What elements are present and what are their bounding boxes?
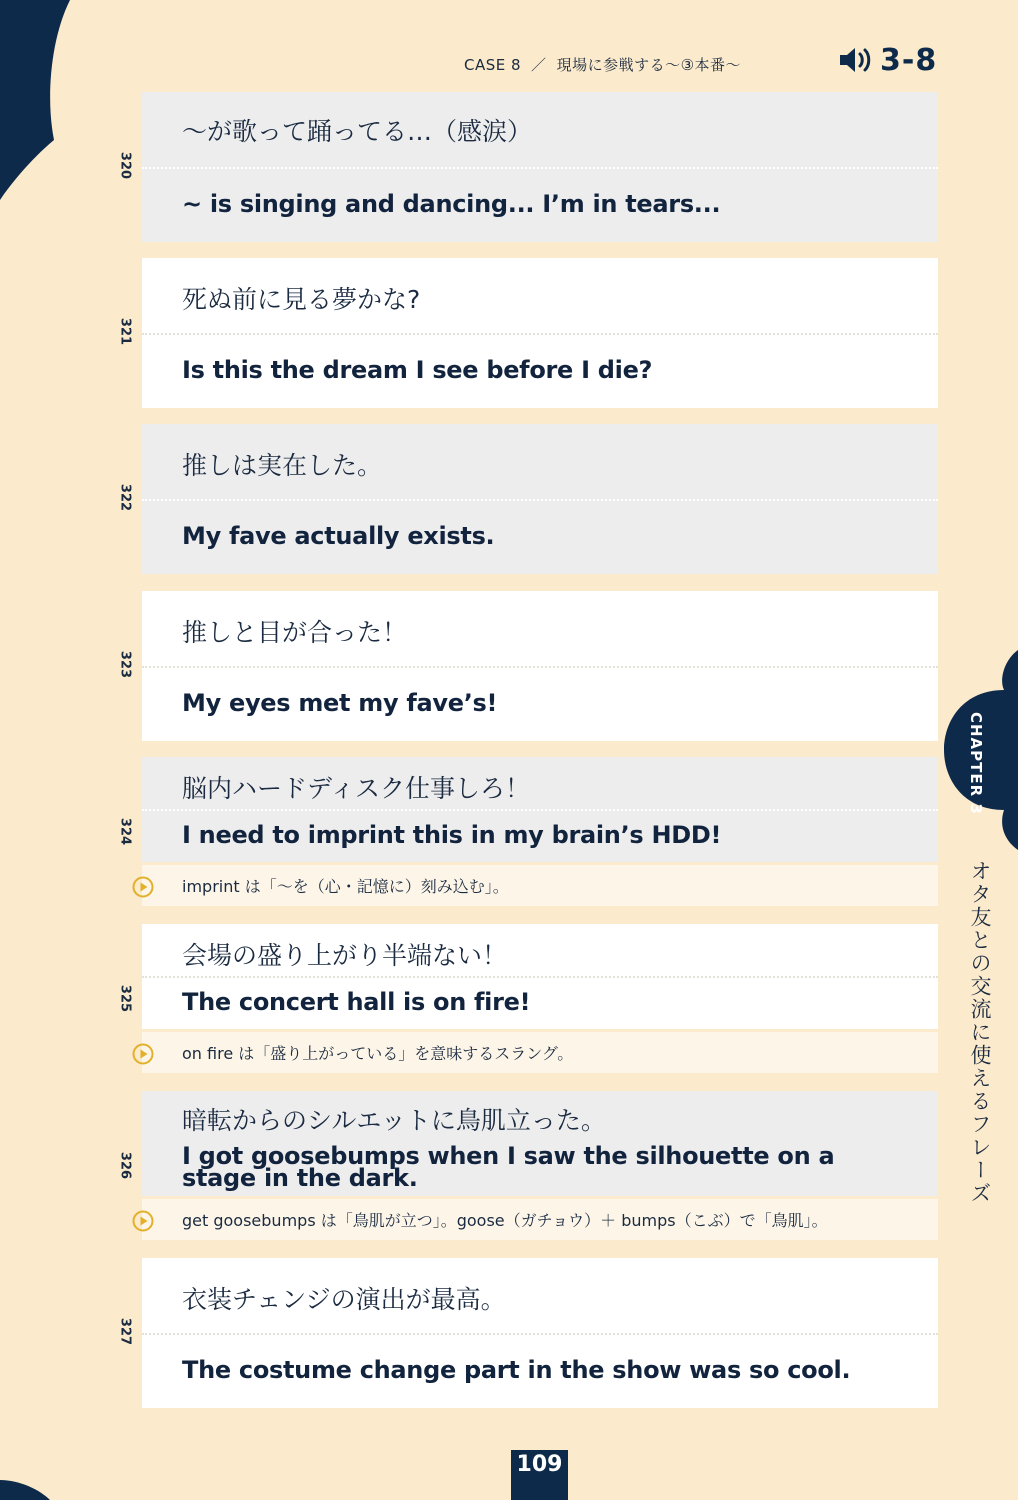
phrase-english: I got goosebumps when I saw the silhouette on a stage in the dark. [182, 1142, 835, 1192]
phrase-english: The concert hall is on fire! [182, 988, 531, 1016]
phrase-english: ~ is singing and dancing... I’m in tears... [182, 190, 721, 218]
divider [142, 1333, 938, 1335]
phrase-card-320 [142, 92, 938, 242]
play-icon[interactable] [132, 1210, 154, 1232]
phrase-japanese: 推しは実在した。 [182, 451, 383, 480]
phrase-note: get goosebumps は「鳥肌が立つ」。goose（ガチョウ）＋ bumps（こぶ）で「鳥肌」。 [142, 1196, 938, 1240]
case-label: CASE 8 [464, 56, 522, 74]
case-separator: ／ [531, 56, 547, 74]
phrase-card-327 [142, 1258, 938, 1408]
phrase-number: 325 [117, 984, 133, 1013]
phrase-number: 323 [117, 650, 133, 679]
phrase-japanese: 推しと目が合った！ [182, 618, 408, 647]
section-title: オタ友との交流に使えるフレーズ [968, 860, 992, 1205]
divider [142, 167, 938, 169]
phrase-english: My fave actually exists. [182, 522, 495, 550]
phrase-number: 326 [117, 1151, 133, 1180]
page-number: 109 [511, 1450, 568, 1500]
track-number: 3-8 [880, 42, 938, 78]
phrase-english: I need to imprint this in my brain’s HDD! [182, 821, 722, 849]
phrase-note-325 [142, 1029, 938, 1075]
play-icon[interactable] [132, 1043, 154, 1065]
phrase-english: My eyes met my fave’s! [182, 689, 498, 717]
phrase-japanese: 衣装チェンジの演出が最高。 [182, 1285, 506, 1314]
audio-track[interactable] [838, 40, 937, 80]
case-title: 現場に参戦する〜③本番〜 [556, 56, 742, 74]
phrase-card-322 [142, 424, 938, 574]
phrase-card-324 [142, 757, 938, 862]
phrase-card-321 [142, 258, 938, 408]
chapter-label: CHAPTER 3 [967, 712, 985, 815]
corner-decoration-bottom [0, 1440, 80, 1500]
phrase-japanese: 死ぬ前に見る夢かな? [182, 285, 421, 314]
phrase-number: 327 [117, 1317, 133, 1346]
phrase-english: The costume change part in the show was so cool. [182, 1356, 851, 1384]
phrase-note-326 [142, 1196, 938, 1242]
divider [142, 333, 938, 335]
phrase-card-323 [142, 591, 938, 741]
divider [142, 499, 938, 501]
phrase-number: 321 [117, 317, 133, 346]
phrase-japanese: 脳内ハードディスク仕事しろ！ [182, 774, 531, 803]
phrase-english: Is this the dream I see before I die? [182, 356, 653, 384]
phrase-number: 324 [117, 817, 133, 846]
phrase-number: 322 [117, 483, 133, 512]
divider [142, 666, 938, 668]
speaker-icon[interactable] [838, 45, 876, 75]
case-heading [464, 54, 741, 75]
phrase-card-325 [142, 924, 938, 1029]
phrase-japanese: 暗転からのシルエットに鳥肌立った。 [182, 1106, 606, 1135]
phrase-card-326 [142, 1091, 938, 1196]
divider [142, 809, 938, 811]
phrase-number: 320 [117, 151, 133, 180]
phrase-japanese: 会場の盛り上がり半端ない！ [182, 941, 508, 970]
phrase-note-324 [142, 862, 938, 908]
divider [142, 976, 938, 978]
corner-decoration [0, 0, 160, 230]
phrase-note: imprint は「〜を（心・記憶に）刻み込む」。 [142, 862, 938, 906]
phrase-note: on fire は「盛り上がっている」を意味するスラング。 [142, 1029, 938, 1073]
play-icon[interactable] [132, 876, 154, 898]
phrase-japanese: 〜が歌って踊ってる…（感涙） [182, 117, 533, 146]
